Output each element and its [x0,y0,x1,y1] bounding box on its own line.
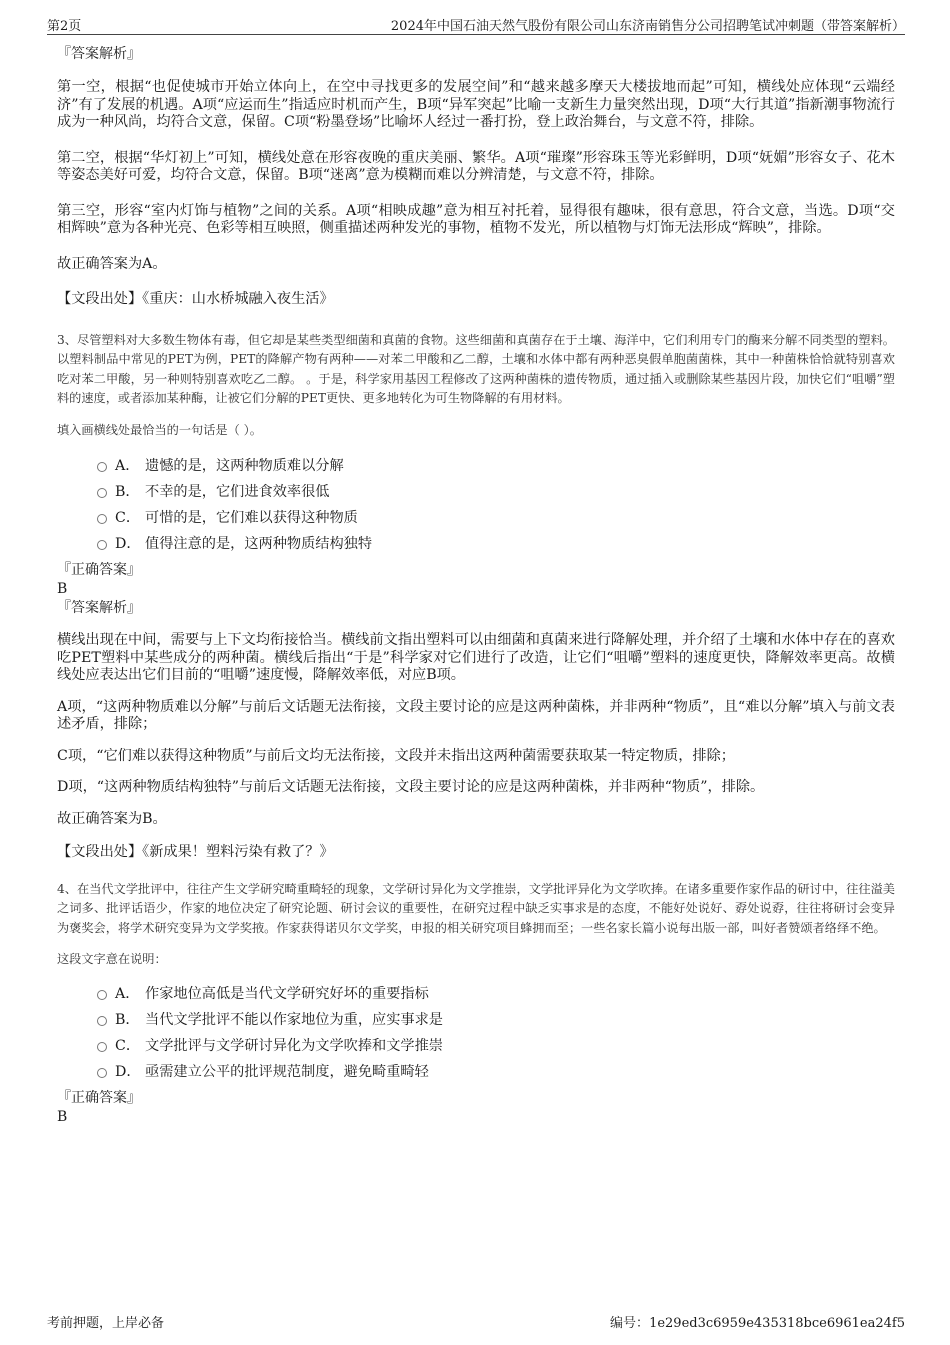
option-text: 文学批评与文学研讨异化为文学吹捧和文学推崇 [145,1037,443,1054]
page-header [47,12,905,35]
q4-option-b[interactable] [57,1010,895,1036]
q2-analysis-title: 『答案解析』 [57,46,141,62]
radio-icon[interactable] [97,514,107,524]
radio-icon[interactable] [97,488,107,498]
radio-icon[interactable] [97,1068,107,1078]
q2-analysis-paragraph-3: 第三空，形容“室内灯饰与植物”之间的关系。A项“相映成趣”意为相互衬托着，显得很有趣味，很有意思，符合文意，当选。D项“交相辉映”意为各种光亮、色彩等相互映照，侧重描述两种发光的事物，植物不发光，所以植物与灯饰无法形成“辉映”，排除。 [57,202,895,236]
q4-correct-title: 『正确答案』 [57,1089,141,1106]
option-text: 遗憾的是，这两种物质难以分解 [145,458,344,474]
option-letter: C． [115,1037,141,1054]
q3-stem: 3、尽管塑料对大多数生物体有毒，但它却是某些类型细菌和真菌的食物。这些细菌和真菌存在于土壤、海洋中，它们利用专门的酶来分解不同类型的塑料。以塑料制品中常见的PET为例，PET的降解产物有两种——对苯二甲酸和乙二醇，土壤和水体中都有两种恶臭假单胞菌菌株，其中一种菌株恰恰就特别喜欢吃对苯二甲酸，另一种则特别喜欢吃乙二醇。 。于是，科学家用基因工程修改了这两种菌株的遗传物质，通过插入或删除某些基因片段，加快它们“咀嚼”塑料的速度，或者添加某种酶，让被它们分解的PET更快、更多地转化为可生物降解的有用材料。 [57,332,895,405]
page-number: 第2页 [47,19,82,34]
q3-correct-answer: B [57,581,68,597]
option-letter: A． [115,985,140,1002]
q2-analysis-paragraph-2: 第二空，根据“华灯初上”可知，横线处意在形容夜晚的重庆美丽、繁华。A项“璀璨”形容珠玉等光彩鲜明，D项“妩媚”形容女子、花木等姿态美好可爱，均符合文意，保留。B项“迷离”意为模糊而难以分辨清楚，与文意不符，排除。 [57,149,895,183]
q3-analysis-paragraph-4: D项，“这两种物质结构独特”与前后文话题无法衔接，文段主要讨论的应是这两种菌株，并非两种“物质”，排除。 [57,779,765,795]
q3-correct-title: 『正确答案』 [57,562,141,578]
option-text: 可惜的是，它们难以获得这种物质 [145,510,358,526]
footer-code-label: 编号： [610,1316,650,1331]
q2-conclusion: 故正确答案为A。 [57,255,167,272]
q4-stem: 4、在当代文学批评中，往往产生文学研究畸重畸轻的现象，文学研讨异化为文学推崇，文学批评异化为文学吹捧。在诸多重要作家作品的研讨中，往往溢美之词多、批评话语少，作家的地位决定了研究论题、研讨会议的重要性，在研究过程中缺乏实事求是的态度，不能好处说好、孬处说孬，往往将研讨会变异为褒奖会，将学术研究变异为文学奖掖。作家获得诺贝尔文学奖，申报的相关研究项目蜂拥而至；一些名家长篇小说每出版一部，叫好者赞颂者络绎不绝。 [57,881,895,935]
option-letter: D． [115,536,141,552]
radio-icon[interactable] [97,990,107,1000]
option-letter: A． [115,458,140,474]
q3-option-a[interactable] [57,456,895,482]
q4-options [57,984,895,1088]
q3-option-c[interactable] [57,508,895,534]
option-letter: B． [115,1011,140,1028]
option-letter: D． [115,1063,141,1080]
radio-icon[interactable] [97,462,107,472]
q3-analysis-title: 『答案解析』 [57,600,141,616]
q3-option-d[interactable] [57,534,895,560]
footer-code [610,1312,905,1331]
option-text: 不幸的是，它们进食效率很低 [145,484,330,500]
q2-analysis-paragraph-1: 第一空，根据“也促使城市开始立体向上，在空中寻找更多的发展空间”和“越来越多摩天大楼拔地而起”可知，横线处应体现“云端经济”有了发展的机遇。A项“应运而生”指适应时机而产生，B项“异军突起”比喻一支新生力量突然出现，D项“大行其道”指新潮事物流行成为一种风尚，均符合文意，保留。C项“粉墨登场”比喻坏人经过一番打扮，登上政治舞台，与文意不符，排除。 [57,79,895,130]
q4-option-c[interactable] [57,1036,895,1062]
q3-prompt: 填入画横线处最恰当的一句话是（ ）。 [57,422,262,437]
q4-option-a[interactable] [57,984,895,1010]
q3-analysis-paragraph-1: 横线出现在中间，需要与上下文均衔接恰当。横线前文指出塑料可以由细菌和真菌来进行降解处理，并介绍了土壤和水体中存在的喜欢吃PET塑料中某些成分的两种菌。横线后指出“于是”科学家对它们进行了改造，让它们“咀嚼”塑料的速度更快，降解效率更高。故横线处应表达出它们目前的“咀嚼”速度慢，降解效率低，对应B项。 [57,632,895,683]
radio-icon[interactable] [97,1042,107,1052]
option-text: 当代文学批评不能以作家地位为重，应实事求是 [145,1011,443,1028]
q3-conclusion: 故正确答案为B。 [57,810,167,827]
q3-options [57,456,895,560]
q4-option-d[interactable] [57,1062,895,1088]
document-title: 2024年中国石油天然气股份有限公司山东济南销售分公司招聘笔试冲刺题（带答案解析） [390,19,905,34]
option-letter: C． [115,510,141,526]
q3-analysis-paragraph-2: A项，“这两种物质难以分解”与前后文话题无法衔接，文段主要讨论的应是这两种菌株，并非两种“物质”，且“难以分解”填入与前文表述矛盾，排除； [57,698,895,732]
radio-icon[interactable] [97,540,107,550]
q3-source: 【文段出处】《新成果！塑料污染有救了？》 [57,844,334,860]
option-text: 亟需建立公平的批评规范制度，避免畸重畸轻 [145,1063,429,1080]
footer-slogan: 考前押题，上岸必备 [47,1316,165,1331]
document-content [57,44,895,1126]
q4-correct-answer: B [57,1108,68,1125]
q4-prompt: 这段文字意在说明： [57,952,167,966]
q3-analysis-paragraph-3: C项，“它们难以获得这种物质”与前后文均无法衔接，文段并未指出这两种菌需要获取某一特定物质，排除； [57,747,735,764]
option-text: 作家地位高低是当代文学研究好坏的重要指标 [145,985,429,1002]
option-text: 值得注意的是，这两种物质结构独特 [145,536,373,552]
radio-icon[interactable] [97,1016,107,1026]
q2-source: 【文段出处】《重庆：山水桥城融入夜生活》 [57,291,334,307]
q3-option-b[interactable] [57,482,895,508]
option-letter: B． [115,484,140,500]
footer-code-value: 1e29ed3c6959e435318bce6961ea24f5 [649,1316,905,1331]
